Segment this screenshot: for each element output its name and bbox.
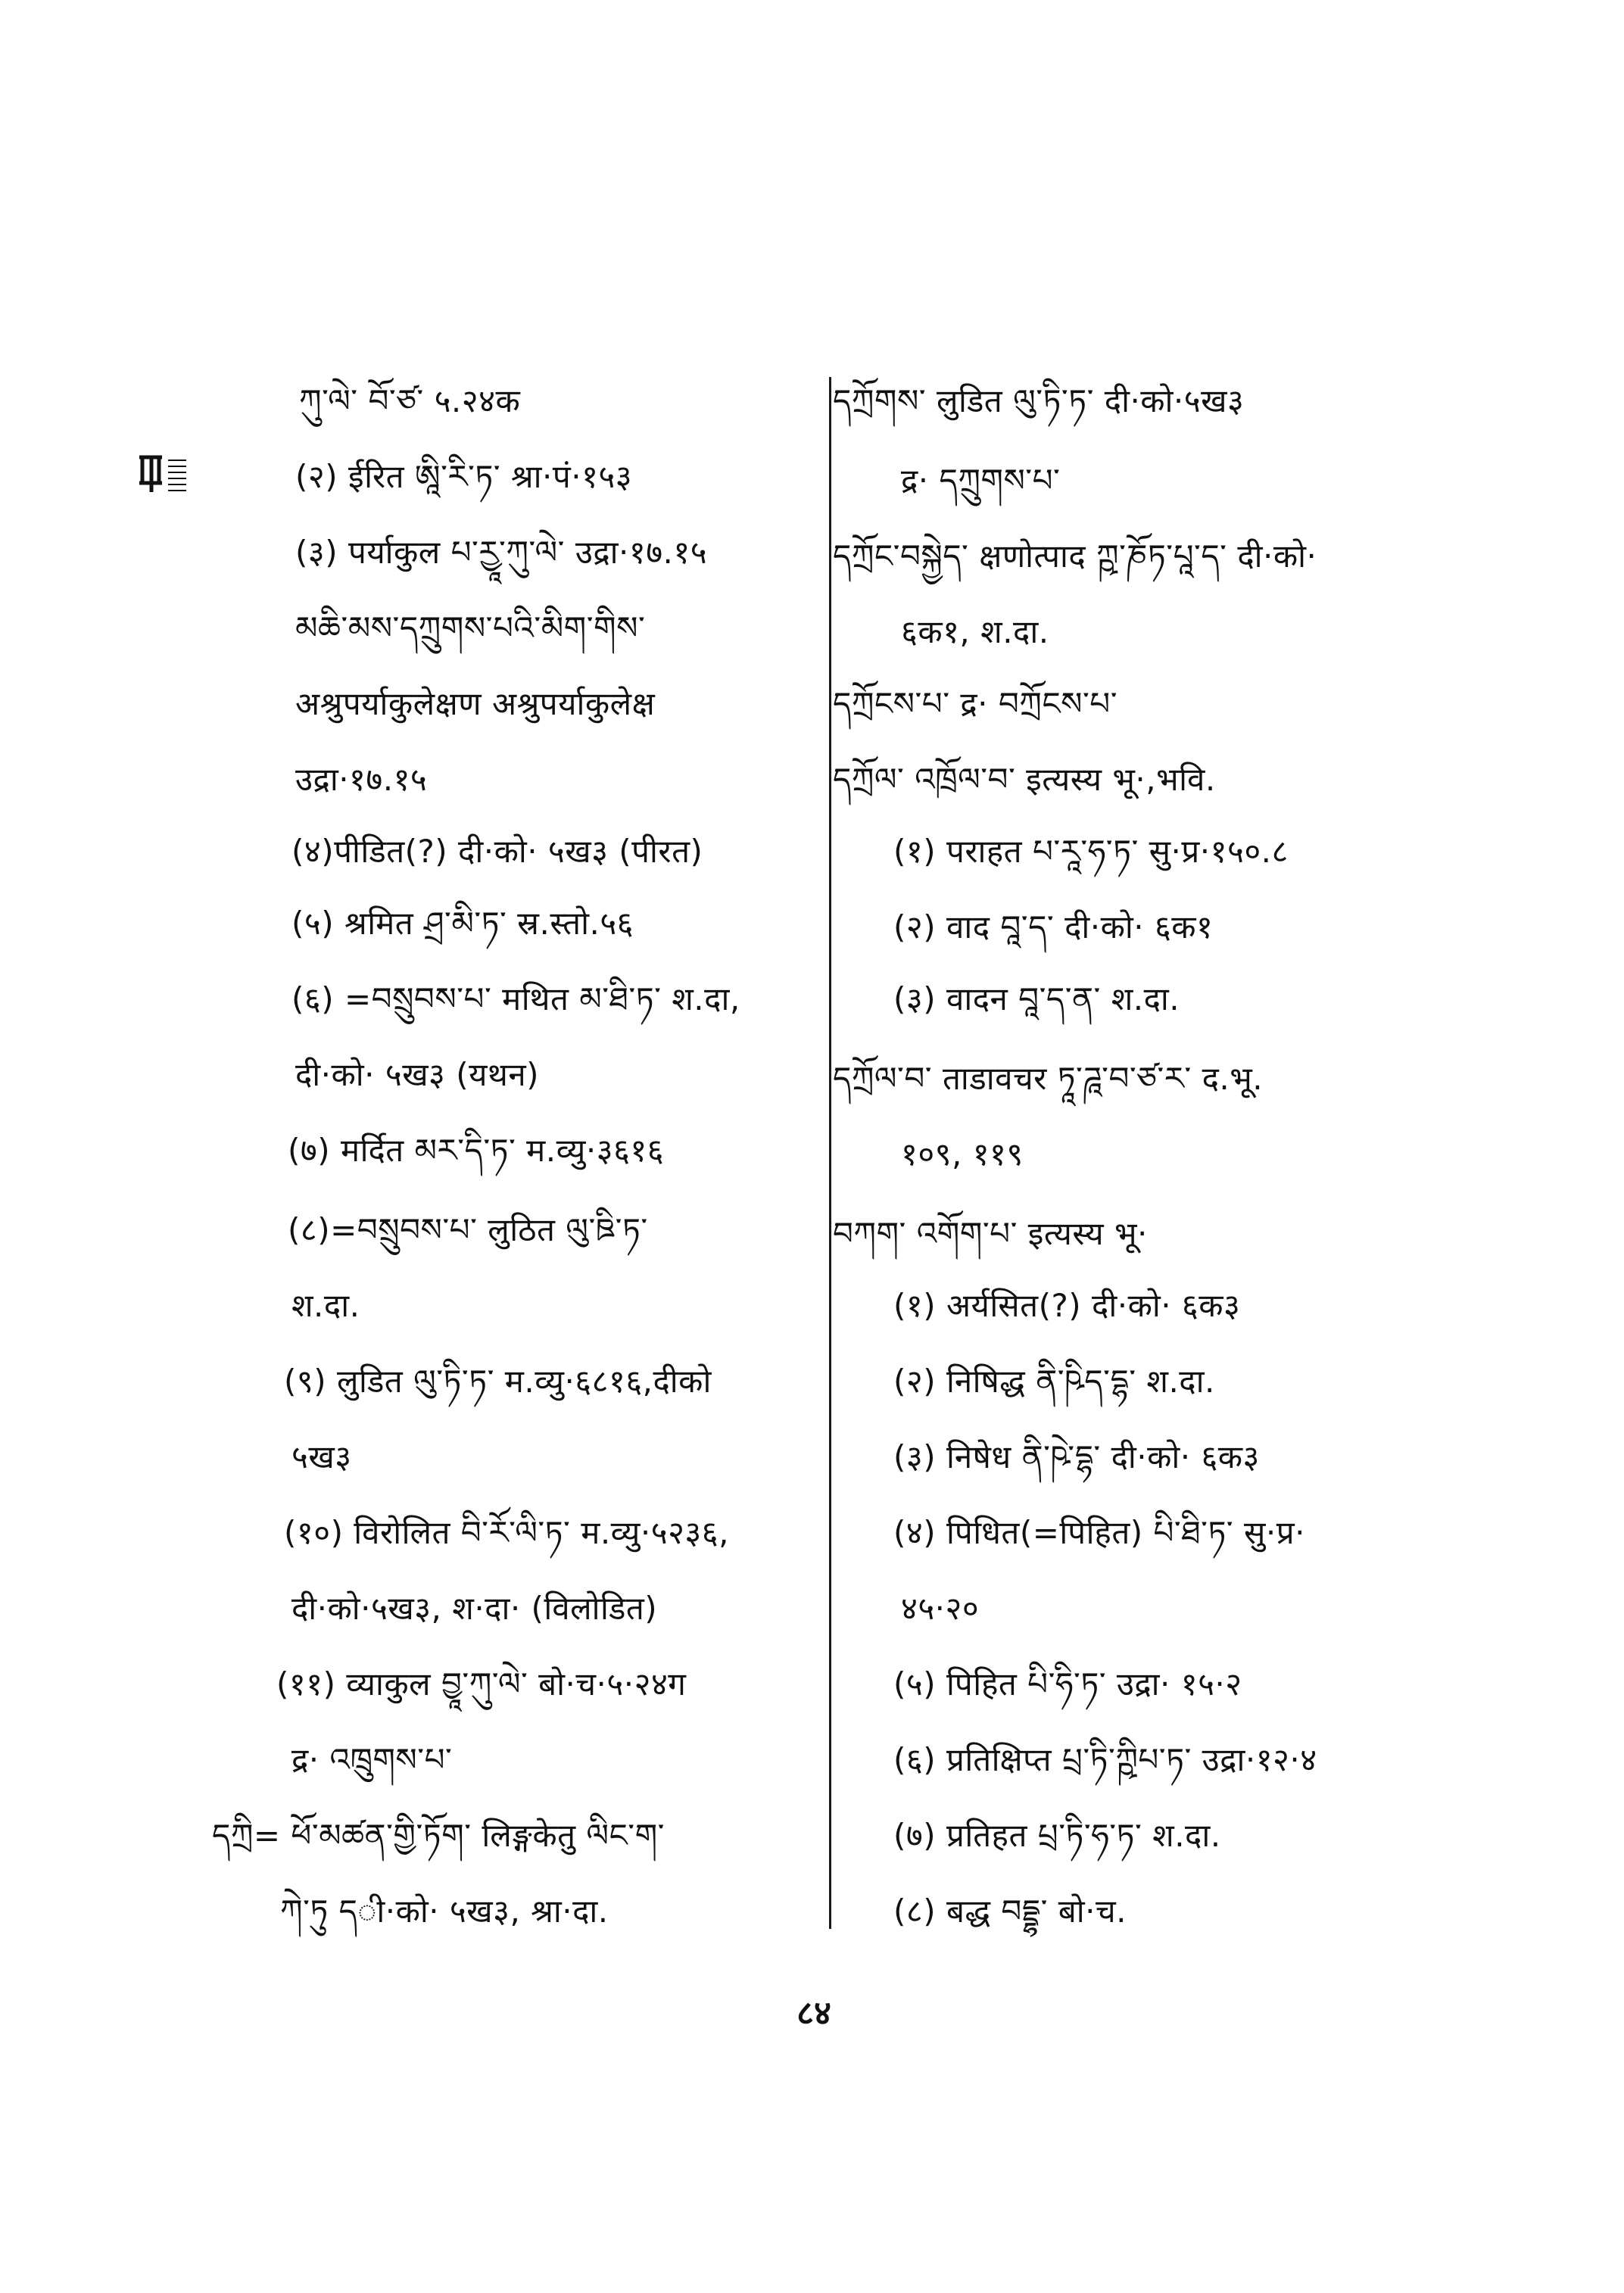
- margin-letter-mark: [136, 453, 189, 498]
- entry-line: (९) लुडित ལུ་ཏི་ཏ་ म.व्यु·६८१६,दीको: [284, 1363, 712, 1400]
- entry-line: ཀེ་ཏུ དी·को· ५ख३, श्रा·दा.: [280, 1893, 609, 1930]
- entry-line: དཀྲོལ་ འཁྲོལ་བ་ इत्यस्य भू·,भवि.: [833, 761, 1216, 798]
- entry-line: ४५·२०: [901, 1590, 980, 1627]
- entry-line: (४)पीडित(?) दी·को· ५ख३ (पीरत): [291, 833, 703, 870]
- entry-line: द्र· དཀྲུགས་པ་: [901, 462, 1061, 499]
- entry-line: (७) प्रतिहत པྲ་ཏི་ཧ་ཏ་ श.दा.: [893, 1817, 1221, 1854]
- entry-line: (२) निषिद्ध ནི་ཥིད་དྷ་ श.दा.: [893, 1363, 1215, 1400]
- entry-line: (५) पिहित པི་ཧི་ཏ་ उद्रा· १५·२: [893, 1665, 1242, 1703]
- entry-line: (१०) विरोलित བི་རོ་ལི་ཏ་ म.व्यु·५२३६,: [284, 1514, 729, 1551]
- entry-line: (२) ईरित ཨཱི་རི་ཏ་ श्रा·पं·१५३: [295, 458, 633, 495]
- entry-line: མཆི་མས་དཀྲུགས་པའི་མིག་གིས་: [295, 609, 646, 646]
- entry-line: (३) वादन བཱ་ད་ན་ श.दा.: [893, 980, 1180, 1017]
- entry-line: ६क१, श.दा.: [901, 613, 1049, 650]
- entry-line: (३) निषेध ནི་ཥེ་དྷ་ दी·को· ६क३: [893, 1438, 1260, 1475]
- entry-line: བཀག་ འགོག་པ་ इत्यस्य भू·: [833, 1215, 1148, 1252]
- entry-line: (८) बद्ध བདྡྷ་ बो·च.: [893, 1893, 1127, 1930]
- entry-line: (५) श्रमित ཤྲ་མི་ཏ་ स्र.स्तो.५६: [291, 905, 634, 942]
- entry-line: द्र· འཁྲུགས་པ་: [291, 1741, 453, 1778]
- entry-line: དཀྲོལ་བ་ ताडावचर ཏཱ་ཌཱ་བ་ཙ་ར་ द.भू.: [833, 1060, 1264, 1097]
- entry-line: (६) =བསྲུབས་པ་ मथित མ་ཐི་ཏ་ श.दा,: [291, 980, 740, 1017]
- entry-line: (७) मर्दित མར་དི་ཏ་ म.व्यु·३६१६: [288, 1132, 665, 1169]
- entry-line: དཀྲོང་བསྐྱེད་ क्षणोत्पाद ཀྵ་ཎོཏ་པཱ་ད་ दी·को·: [833, 537, 1317, 575]
- entry-line: ५ख३: [291, 1438, 352, 1475]
- entry-line: अश्रुपर्याकुलेक्षण अश्रुपर्याकुलेक्ष: [295, 685, 656, 722]
- entry-line: ཀུ་ལེ་ བོ་ཙ་ ५.२४क: [299, 382, 521, 419]
- entry-line: (८)=བསྲུབས་པ་ लुठित ལུ་ཋི་ཏ་: [288, 1211, 648, 1248]
- entry-line: (४) पिधित(=पिहित) པི་ཐི་ཏ་ सु·प्र·: [893, 1514, 1305, 1551]
- entry-line: १०९, ११९: [901, 1136, 1024, 1173]
- entry-line: दी·को· ५ख३ (यथन): [295, 1056, 540, 1093]
- entry-line: དཀྲོངས་པ་ द्र· བཀྲོངས་པ་: [833, 685, 1118, 722]
- column-divider: [829, 377, 831, 1929]
- entry-line: དཀྲི= ཕོ་མཚན་གྱི་ཏོག་ लिङ्गकेतु ལིང་ག་: [212, 1817, 665, 1854]
- entry-line: (२) वाद བཱ་ད་ दी·को· ६क१: [893, 908, 1214, 946]
- entry-line: श.दा.: [291, 1287, 360, 1324]
- entry-line: དཀྲོགས་ लुडित ལུ་ཏི་ཏ་ दी·को·५ख३: [833, 382, 1245, 419]
- entry-line: (१) पराहत པ་རཱ་ཧ་ཏ་ सु·प्र·१५०.८: [893, 833, 1289, 870]
- entry-line: (११) व्याकुल བྱཱ་ཀུ་ལེ་ बो·च·५·२४ग: [276, 1665, 687, 1703]
- page-number: ८४: [796, 1994, 831, 2033]
- entry-line: (१) अर्यसित(?) दी·को· ६क३: [893, 1287, 1241, 1324]
- entry-line: दी·को·५ख३, श·दा· (विलोडित): [291, 1590, 658, 1627]
- entry-line: उद्रा·१७.१५: [295, 761, 428, 798]
- entry-line: (६) प्रतिक्षिप्त པྲ་ཏི་ཀྵིཔ་ཏ་ उद्रा·१२·४: [893, 1741, 1317, 1778]
- entry-line: (३) पर्याकुल པ་རྱཱ་ཀུ་ལེ་ उद्रा·१७.१५: [295, 534, 708, 571]
